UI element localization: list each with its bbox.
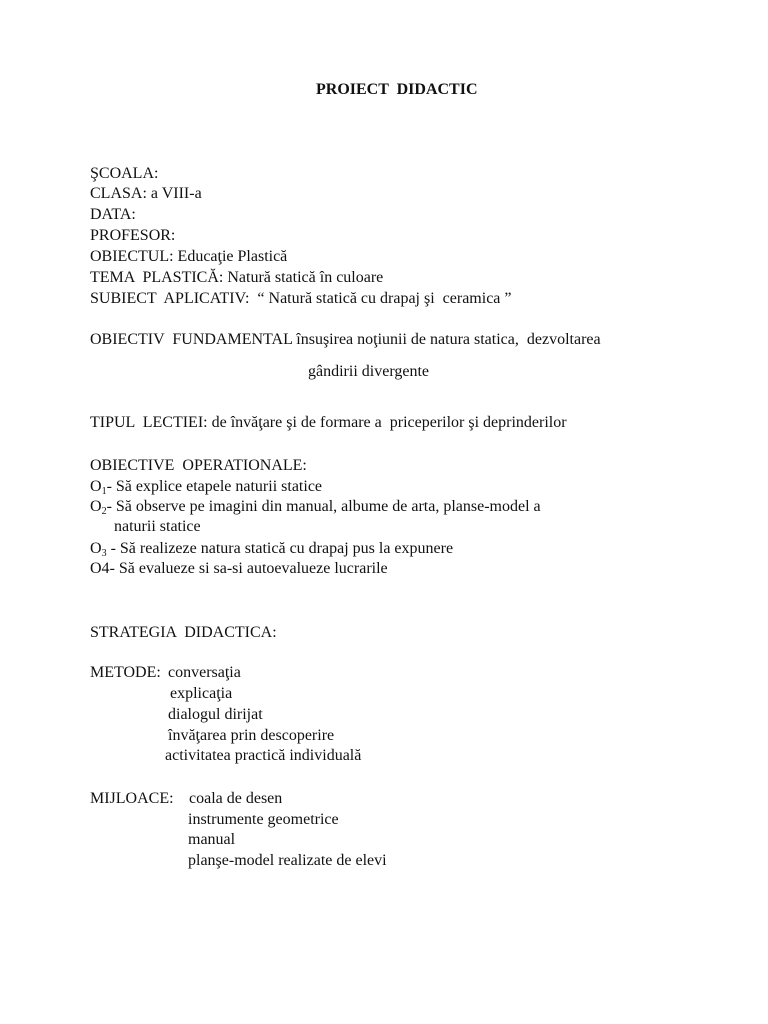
obiectiv-fundamental-line [90, 330, 601, 350]
obiectul-value: Educaţie Plastică [173, 248, 288, 265]
obiectiv-fundamental-label: OBIECTIV FUNDAMENTAL [90, 331, 293, 348]
obiectiv-fundamental-text: însuşirea noţiunii de natura statica, dezvoltarea [292, 331, 601, 348]
mijloace-label: MIJLOACE: [90, 790, 174, 807]
objective-o1 [90, 477, 322, 497]
tipul-lectiei-label: TIPUL LECTIEI: [90, 414, 208, 431]
mijloace-item: planşe-model realizate de elevi [188, 852, 387, 869]
o1-letter: O [90, 478, 102, 495]
obiectiv-fundamental-continuation: gândirii divergente [308, 363, 429, 380]
mijloace-item: coala de desen [189, 790, 283, 807]
data-label: DATA: [90, 206, 136, 223]
tema-value: Natură statică în culoare [223, 269, 384, 286]
tipul-lectiei-text: de învăţare şi de formare a priceperilor şi deprinderilor [207, 414, 567, 431]
clasa-label: CLASA: [90, 185, 147, 202]
o3-text: - Să realizeze natura statică cu drapaj pus la expunere [106, 540, 454, 557]
o2-text: - Să observe pe imagini din manual, albume de arta, planse-model a [106, 498, 541, 515]
objective-o4 [90, 559, 388, 579]
tema-label: TEMA PLASTICĂ: [90, 269, 224, 286]
o2-subscript: 2 [101, 506, 107, 517]
o1-subscript: 1 [101, 486, 107, 497]
o2-letter: O [90, 498, 102, 515]
clasa-value: a VIII-a [146, 185, 202, 202]
metode-item: învăţarea prin descoperire [168, 727, 335, 744]
objective-o2-continuation: naturii statice [114, 518, 201, 535]
mijloace-item: manual [188, 831, 236, 848]
subiect-value: “ Natură statică cu drapaj şi ceramica ” [249, 290, 512, 307]
o3-subscript: 3 [101, 548, 107, 559]
objective-o3 [90, 539, 453, 559]
profesor-label: PROFESOR: [90, 227, 176, 244]
tema-line [90, 268, 383, 288]
metode-item: dialogul dirijat [168, 706, 263, 723]
document-title: PROIECT DIDACTIC [316, 81, 478, 98]
metode-item: explicaţia [170, 685, 233, 702]
strategia-heading: STRATEGIA DIDACTICA: [90, 624, 277, 641]
clasa-line [90, 184, 202, 204]
o1-text: - Să explice etapele naturii statice [106, 478, 323, 495]
o4-label: O4 [90, 560, 110, 577]
objective-o2 [90, 497, 541, 517]
tipul-lectiei-line [90, 413, 567, 433]
obiective-heading: OBIECTIVE OPERATIONALE: [90, 457, 307, 474]
metode-item: activitatea practică individuală [165, 747, 362, 764]
obiectul-line [90, 247, 287, 267]
mijloace-item: instrumente geometrice [188, 811, 339, 828]
scoala-label: ŞCOALA: [90, 165, 159, 182]
metode-item: conversaţia [168, 664, 241, 681]
o3-letter: O [90, 540, 102, 557]
subiect-label: SUBIECT APLICATIV: [90, 290, 250, 307]
o4-text: - Să evalueze si sa-si autoevalueze lucrarile [109, 560, 388, 577]
metode-label: METODE: [90, 664, 161, 681]
subiect-line [90, 289, 512, 309]
obiectul-label: OBIECTUL: [90, 248, 174, 265]
